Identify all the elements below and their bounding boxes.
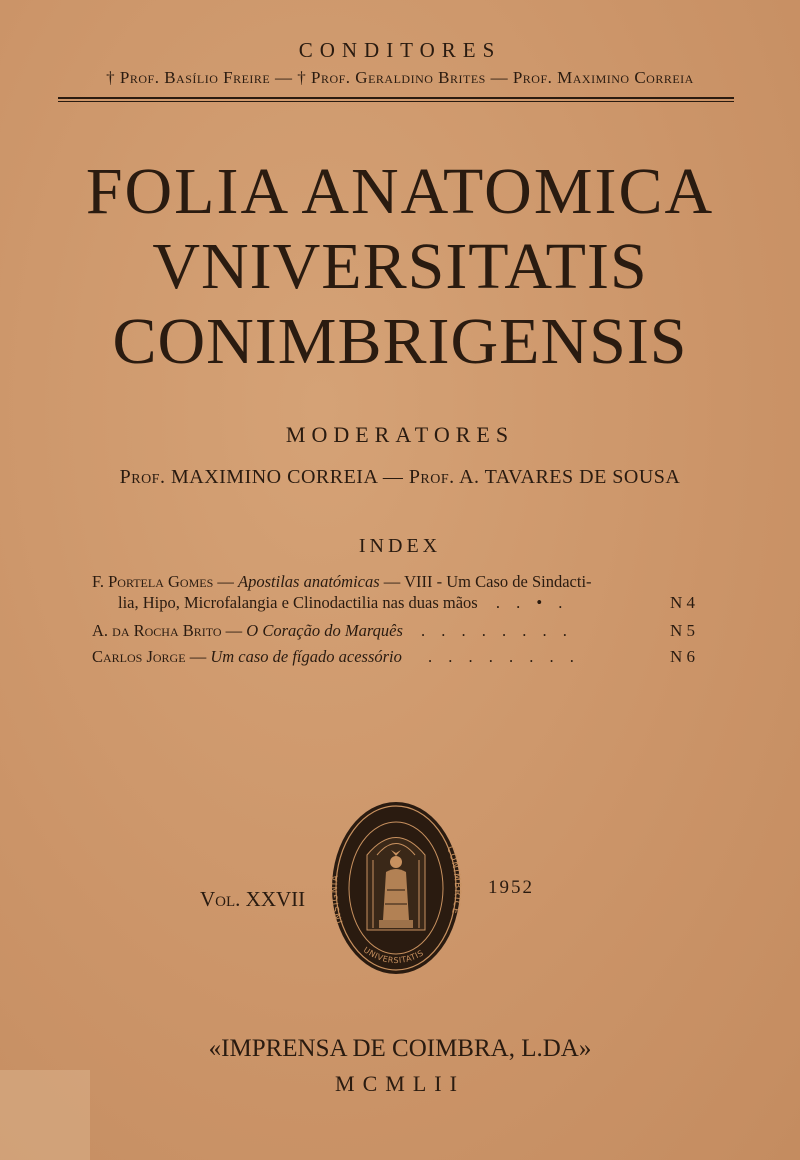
volume-label: Vol. XXVII (200, 887, 306, 911)
header-rule-thick (58, 97, 734, 99)
journal-title-line-3: CONIMBRIGENSIS (112, 305, 688, 378)
seal-legend-left: INSIGNIA (330, 873, 346, 925)
conditores-heading: CONDITORES (298, 38, 502, 62)
entry-dash: — (221, 621, 247, 640)
moderator-name: A. TAVARES DE SOUSA (459, 466, 681, 488)
entry-title: Um caso de fígado acessório (210, 647, 402, 666)
journal-title-line-1: FOLIA ANATOMICA (85, 155, 715, 228)
moderatores-names (0, 466, 800, 489)
conditores-names: † Prof. Basílio Freire — † Prof. Geraldino Brites — Prof. Maximino Correia (106, 68, 694, 87)
moderator-prefix: Prof. (408, 466, 455, 488)
index-entry-line (92, 572, 592, 592)
entry-author: F. Portela Gomes (92, 572, 214, 591)
entry-dash: — (185, 647, 211, 666)
entry-leader-dots: . . . . . . . . (428, 647, 580, 666)
publication-year-roman: MCMLII (335, 1071, 465, 1096)
entry-leader-dots: . . • . (495, 593, 569, 612)
moderator-name: MAXIMINO CORREIA (170, 466, 378, 488)
index-entry-line (118, 593, 568, 613)
entry-number: N 6 (670, 647, 696, 666)
entry-title: Apostilas anatómicas (238, 572, 380, 591)
header-rule-thin (58, 101, 734, 102)
index-entry-line (92, 621, 573, 641)
entry-number: N 4 (670, 593, 696, 612)
year-label: 1952 (488, 877, 534, 898)
entry-leader-dots: . . . . . . . . (421, 621, 573, 640)
entry-author: A. da Rocha Brito (92, 621, 222, 640)
entry-subtitle: — VIII - Um Caso de Sindacti- (379, 572, 592, 591)
moderator-prefix: Prof. (119, 466, 166, 488)
journal-title-line-2: VNIVERSITATIS (152, 230, 648, 303)
publisher-imprint: «IMPRENSA DE COIMBRA, L.DA» (208, 1035, 592, 1062)
entry-dash: — (213, 572, 239, 591)
entry-author: Carlos Jorge (92, 647, 186, 666)
university-seal-icon (329, 800, 463, 976)
entry-title: O Coração do Marquês (246, 621, 403, 640)
moderator-separator: — (382, 466, 404, 488)
index-entry-line (92, 647, 580, 667)
moderatores-heading: MODERATORES (285, 422, 515, 447)
entry-number: N 5 (670, 621, 696, 640)
index-heading: INDEX (358, 535, 442, 557)
seal-legend-bottom: UNIVERSITATIS (361, 945, 426, 966)
seal-legend-right: CONIMBRICE (444, 845, 462, 916)
entry-subtitle-continued: lia, Hipo, Microfalangia e Clinodactilia nas duas mãos (118, 593, 478, 612)
